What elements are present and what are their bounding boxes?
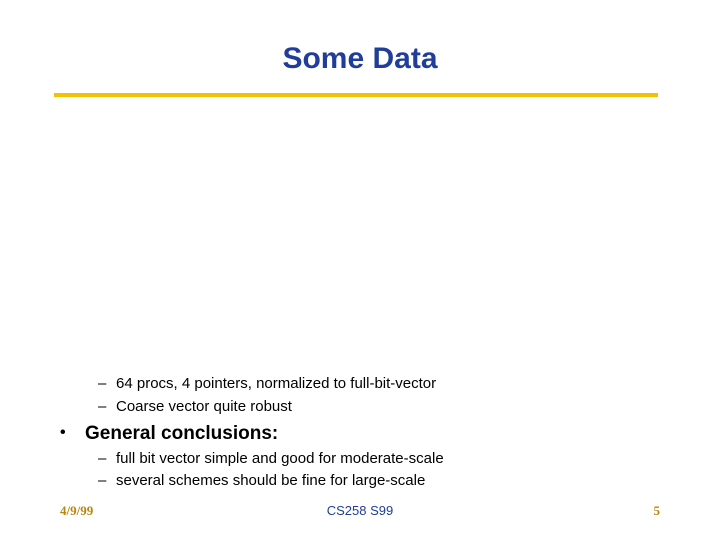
- dash-glyph: –: [98, 450, 107, 467]
- sub-bullet-text: Coarse vector quite robust: [116, 398, 292, 415]
- footer-page-number: 5: [653, 503, 660, 518]
- sub-bullet-text: 64 procs, 4 pointers, normalized to full-bit-vector: [116, 375, 437, 392]
- dash-glyph: –: [98, 398, 107, 415]
- footer-course: CS258 S99: [326, 503, 394, 518]
- dash-glyph: –: [98, 472, 107, 489]
- sub-bullet-text: several schemes should be fine for large-scale: [116, 472, 426, 489]
- bullet-text: General conclusions:: [85, 423, 279, 444]
- bullet-dot-icon: •: [60, 424, 66, 441]
- slide-title: Some Data: [282, 42, 438, 75]
- footer-date: 4/9/99: [60, 503, 94, 518]
- sub-bullet-text: full bit vector simple and good for moderate-scale: [116, 450, 444, 467]
- dash-glyph: –: [98, 375, 107, 392]
- title-underline: [54, 93, 658, 97]
